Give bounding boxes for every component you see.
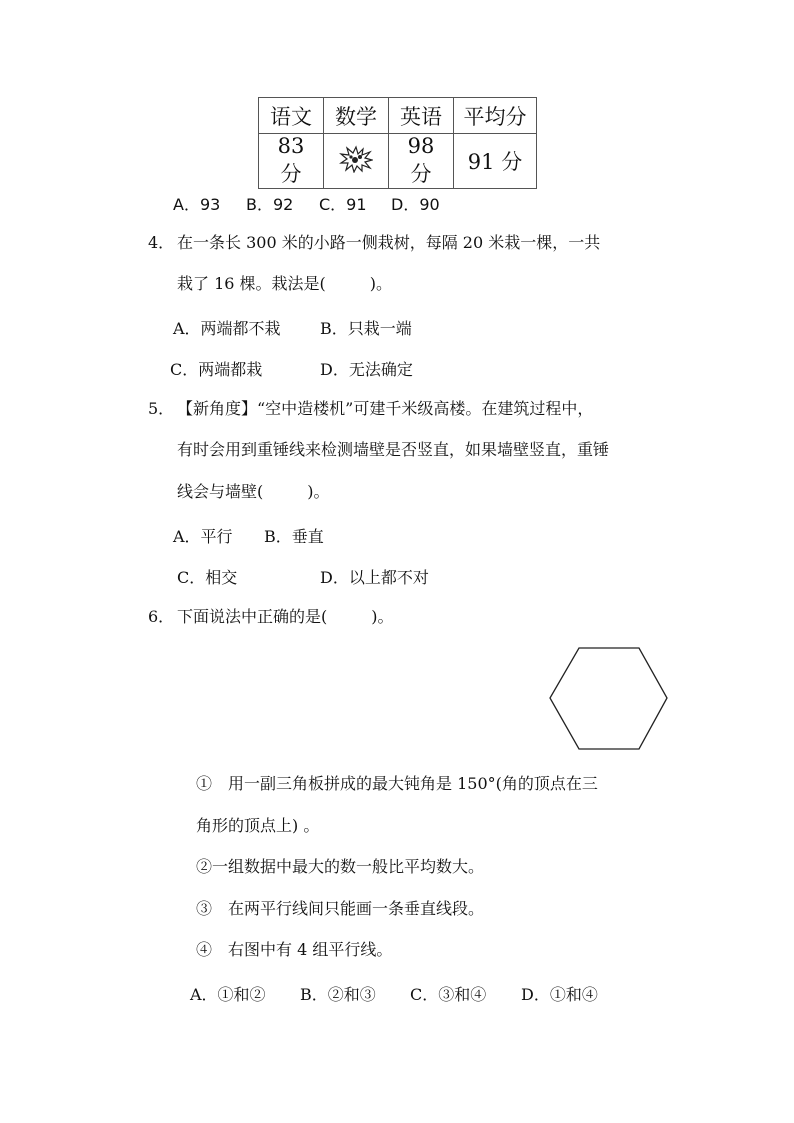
q3-option-b: B．92 xyxy=(246,195,294,214)
table-header-cell: 语文 xyxy=(259,98,324,134)
q6-stem xyxy=(177,607,394,627)
q4-option-b: B．只栽一端 xyxy=(320,319,412,338)
q4-option-d: D．无法确定 xyxy=(320,360,413,379)
q4-stem-text: 栽了 16 棵。栽法是( xyxy=(177,274,326,293)
q5-number: 5． xyxy=(148,399,175,418)
q6-statement-2: ②一组数据中最大的数一般比平均数大。 xyxy=(196,857,485,876)
q5-stem-text: 线会与墙壁( xyxy=(177,482,264,501)
q6-option-c: C．③和④ xyxy=(410,985,487,1004)
q6-option-a: A．①和② xyxy=(190,985,266,1004)
table-value-row xyxy=(259,134,537,189)
table-header-cell: 英语 xyxy=(389,98,454,134)
table-header-cell: 数学 xyxy=(324,98,389,134)
q4-option-a: A．两端都不栽 xyxy=(173,319,281,338)
q5-stem-end: )。 xyxy=(307,482,330,501)
table-value-cell: 83 分 xyxy=(259,134,324,189)
ink-splat-icon xyxy=(339,145,373,173)
q4-stem-line1: 在一条长 300 米的小路一侧栽树，每隔 20 米栽一棵，一共 xyxy=(177,233,601,252)
q5-option-d: D．以上都不对 xyxy=(320,568,429,587)
q5-stem-line2: 有时会用到重锤线来检测墙壁是否竖直，如果墙壁竖直，重锤 xyxy=(177,440,610,459)
q3-option-a: A．93 xyxy=(173,195,221,214)
q6-statement-1-cont: 角形的顶点上) 。 xyxy=(196,816,320,835)
q6-statement-4: ④ 右图中有 4 组平行线。 xyxy=(196,940,393,959)
q6-option-b: B．②和③ xyxy=(300,985,376,1004)
table-value-cell-hidden xyxy=(324,134,389,189)
table-value-cell: 91 分 xyxy=(454,134,537,189)
q4-option-c: C．两端都栽 xyxy=(170,360,263,379)
q6-stem-end: )。 xyxy=(371,607,394,626)
q6-number: 6． xyxy=(148,607,175,626)
q4-stem-line2 xyxy=(177,274,392,294)
q5-option-a: A．平行 xyxy=(173,527,233,546)
q5-stem-line1: 【新角度】“空中造楼机”可建千米级高楼。在建筑过程中， xyxy=(177,399,594,418)
score-table xyxy=(258,97,537,189)
table-value-cell: 98 分 xyxy=(389,134,454,189)
q4-stem-end: )。 xyxy=(369,274,393,293)
q6-option-d: D．①和④ xyxy=(521,985,598,1004)
q6-stem-text: 下面说法中正确的是( xyxy=(177,607,328,626)
q4-number: 4． xyxy=(148,233,175,252)
hexagon-figure xyxy=(548,646,670,752)
q3-option-d: D．90 xyxy=(391,195,440,214)
q3-option-c: C．91 xyxy=(319,195,367,214)
q5-option-b: B．垂直 xyxy=(264,527,324,546)
q5-option-c: C．相交 xyxy=(177,568,238,587)
q6-statement-3: ③ 在两平行线间只能画一条垂直线段。 xyxy=(196,899,485,918)
q5-stem-line3 xyxy=(177,482,330,502)
table-header-cell: 平均分 xyxy=(454,98,537,134)
table-header-row xyxy=(259,98,537,134)
q6-statement-1: ① 用一副三角板拼成的最大钝角是 150°(角的顶点在三 xyxy=(196,774,598,793)
